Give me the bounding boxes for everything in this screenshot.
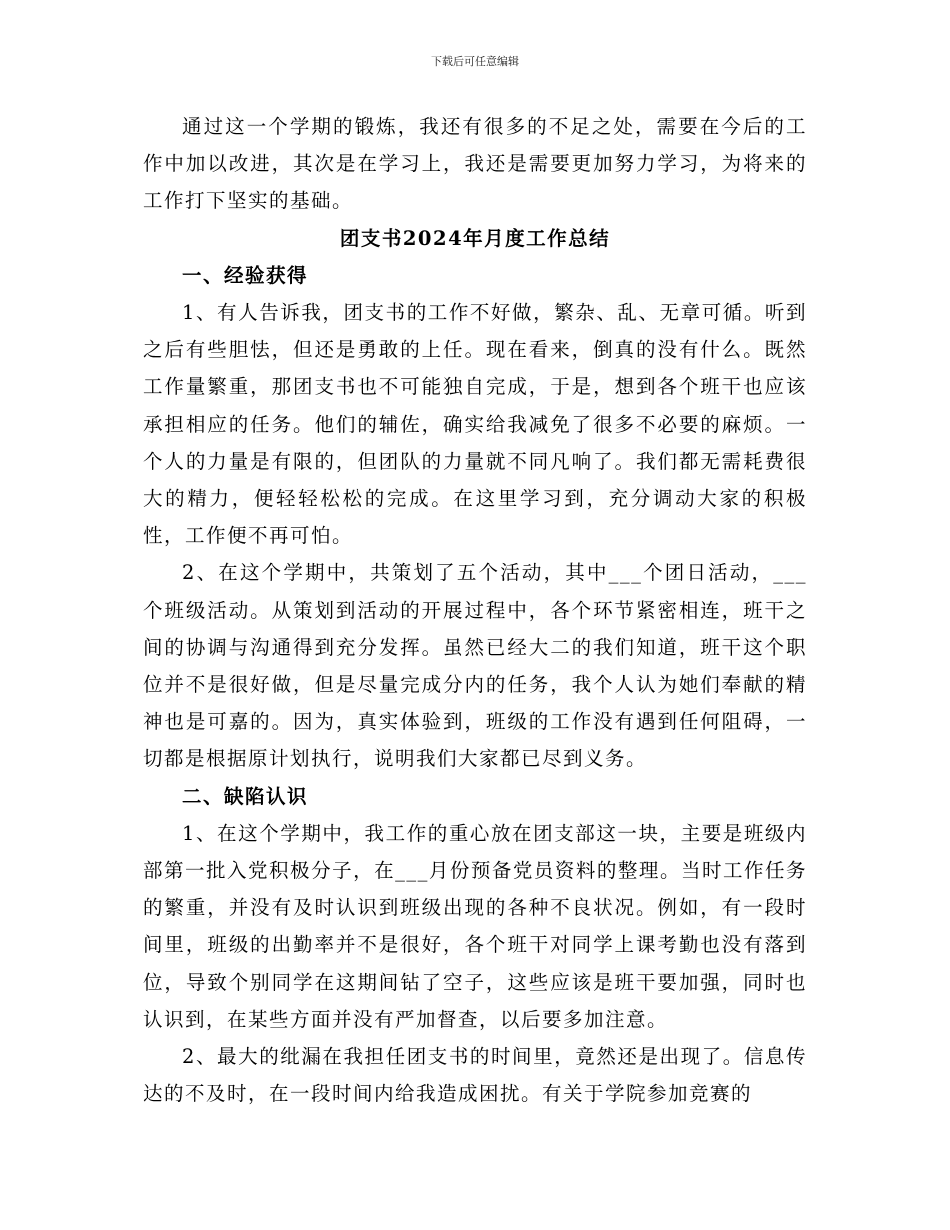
section-experience	[143, 257, 807, 778]
section-shortcomings	[143, 778, 807, 1113]
paragraph: 1、在这个学期中，我工作的重心放在团支部这一块，主要是班级内部第一批入党积极分子，在___月份预备党员资料的整理。当时工作任务的繁重，并没有及时认识到班级出现的各种不良状况。例如，有一段时间里，班级的出勤率并不是很好，各个班干对同学上课考勤也没有落到位，导致个别同学在这期间钻了空子，这些应该是班干要加强，同时也认识到，在某些方面并没有严加督查，以后要多加注意。	[143, 821, 807, 1031]
paragraph: 1、有人告诉我，团支书的工作不好做，繁杂、乱、无章可循。听到之后有些胆怯，但还是勇敢的上任。现在看来，倒真的没有什么。既然工作量繁重，那团支书也不可能独自完成，于是，想到各个班干也应该承担相应的任务。他们的辅佐，确实给我减免了很多不必要的麻烦。一个人的力量是有限的，但团队的力量就不同凡响了。我们都无需耗费很大的精力，便轻轻松松的完成。在这里学习到，充分调动大家的积极性，工作便不再可怕。	[143, 301, 807, 548]
document-body	[143, 108, 807, 1112]
intro-paragraph: 通过这一个学期的锻炼，我还有很多的不足之处，需要在今后的工作中加以改进，其次是在学习上，我还是需要更加努力学习，为将来的工作打下坚实的基础。	[143, 115, 807, 213]
section-heading: 一、经验获得	[182, 263, 309, 287]
document-title: 团支书2024年月度工作总结	[339, 226, 611, 250]
header-note: 下载后可任意编辑	[431, 55, 519, 68]
section-heading: 二、缺陷认识	[182, 784, 309, 808]
paragraph: 2、在这个学期中，共策划了五个活动，其中___个团日活动，___个班级活动。从策划到活动的开展过程中，各个环节紧密相连，班干之间的协调与沟通得到充分发挥。虽然已经大二的我们知道，班干这个职位并不是很好做，但是尽量完成分内的任务，我个人认为她们奉献的精神也是可嘉的。因为，真实体验到，班级的工作没有遇到任何阻碍，一切都是根据原计划执行，说明我们大家都已尽到义务。	[143, 561, 807, 771]
paragraph: 2、最大的纰漏在我担任团支书的时间里，竟然还是出现了。信息传达的不及时，在一段时间内给我造成困扰。有关于学院参加竞赛的	[143, 1045, 807, 1106]
